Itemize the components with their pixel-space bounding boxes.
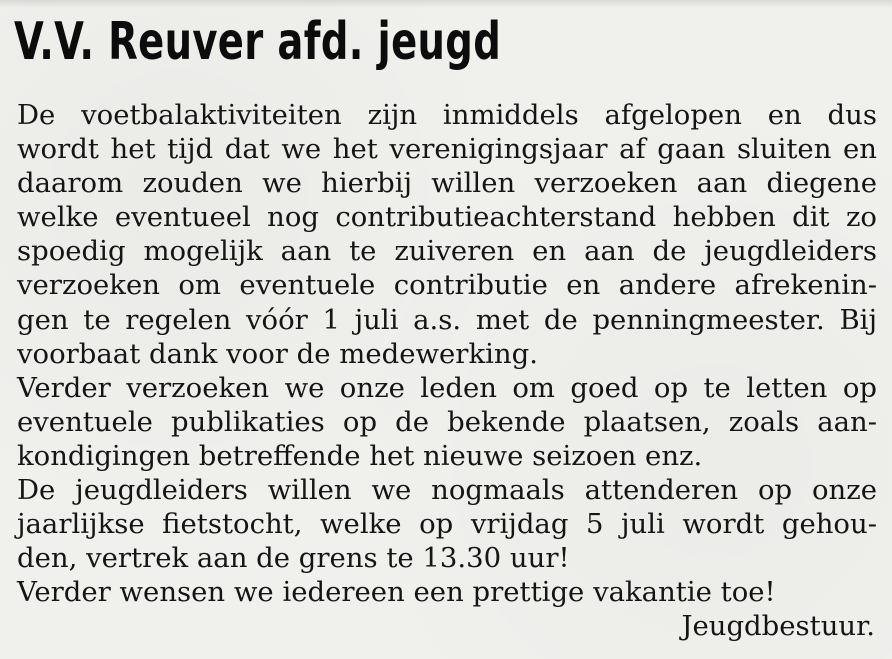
article-line: gen te regelen vóór 1 juli a.s. met de penningmeester. Bij <box>17 303 877 336</box>
article-line: verzoeken om eventuele contributie en andere afrekenin- <box>17 269 877 302</box>
article-signature: Jeugdbestuur. <box>681 610 875 643</box>
article-line: kondigingen betreffende het nieuwe seizoen enz. <box>17 439 703 472</box>
article-line: De jeugdleiders willen we nogmaals attenderen op onze <box>17 474 877 507</box>
clipping-top-edge <box>0 0 892 8</box>
article-line: den, vertrek aan de grens te 13.30 uur! <box>17 542 570 575</box>
article-line: daarom zouden we hierbij willen verzoeken aan diegene <box>17 167 877 200</box>
article-line: Verder wensen we iedereen een prettige vakantie toe! <box>17 576 776 609</box>
article-line: spoedig mogelijk aan te zuiveren en aan de jeugdleiders <box>17 235 877 268</box>
article-line: jaarlijkse fietstocht, welke op vrijdag 5 juli wordt gehou- <box>17 508 877 541</box>
article-line: De voetbalaktiviteiten zijn inmiddels afgelopen en dus <box>17 99 877 131</box>
article-line: voorbaat dank voor de medewerking. <box>17 337 538 370</box>
article-headline: V.V. Reuver afd. jeugd <box>14 12 502 72</box>
article-line: wordt het tijd dat we het verenigingsjaar af gaan sluiten en <box>17 133 877 166</box>
article-line: welke eventueel nog contributieachterstand hebben dit zo <box>17 201 877 234</box>
article-line: Verder verzoeken we onze leden om goed op te letten op <box>17 371 877 404</box>
article-body <box>17 98 877 644</box>
article-line: eventuele publikaties op de bekende plaatsen, zoals aan- <box>17 405 877 438</box>
